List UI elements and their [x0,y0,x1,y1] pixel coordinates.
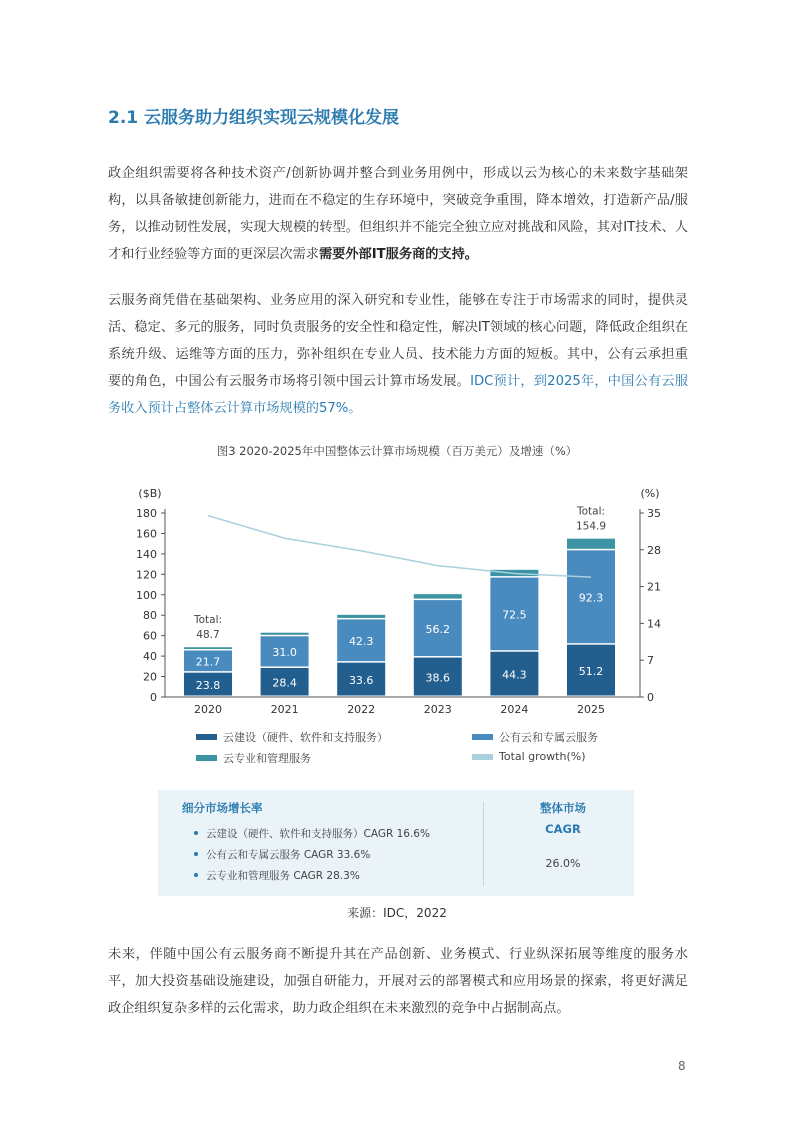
growth-line [208,516,591,578]
legend-swatch [472,734,493,740]
legend-label: 公有云和专属云服务 [499,731,598,744]
bar-segment [414,594,462,598]
overall-cagr-title-line2: CAGR [545,822,581,836]
list-item: 公有云和专属云服务 CAGR 33.6% [194,847,430,868]
left-axis-tick-label: 60 [143,629,157,643]
list-item: 云专业和管理服务 CAGR 28.3% [194,868,430,889]
legend-item-managed-services [196,750,311,766]
bar-value-label: 56.2 [425,622,451,636]
page-number: 8 [678,1059,686,1073]
bar-value-label: 92.3 [578,591,604,605]
left-axis-tick-label: 20 [143,670,157,684]
cagr-summary-box [158,790,634,896]
bar-segment [261,633,309,635]
left-axis-tick-label: 100 [136,588,157,602]
x-axis-tick-label: 2020 [194,703,222,716]
bar-value-label: 51.2 [578,664,604,678]
legend-label: Total growth(%) [499,750,586,763]
left-axis-tick-label: 120 [136,568,157,582]
total-value: 48.7 [196,629,220,642]
overall-cagr-value: 26.0% [545,857,581,870]
bar-segment [567,539,615,549]
bar-value-label: 42.3 [348,635,374,649]
total-value: 154.9 [575,520,607,533]
bar-value-label: 44.3 [502,668,527,682]
legend-item-total-growth [472,750,586,763]
overall-cagr-title [492,798,634,840]
right-axis-tick-label: 7 [647,654,654,668]
bar-value-label: 31.0 [272,646,297,660]
legend-label: 云建设（硬件、软件和支持服务） [223,731,388,744]
bar-value-label: 28.4 [272,676,297,690]
section-heading: 2.1 云服务助力组织实现云规模化发展 [108,108,400,128]
total-label: Total: [576,505,606,518]
right-axis-tick-label: 0 [647,691,654,704]
legend-item-public-cloud [472,729,598,745]
right-axis-tick-label: 28 [647,543,661,557]
left-axis-tick-label: 80 [143,609,157,623]
left-axis-unit: ($B) [138,487,162,500]
right-axis-tick-label: 14 [647,617,661,631]
list-item: 云建设（硬件、软件和支持服务）CAGR 16.6% [194,826,430,847]
bar-segment [337,615,385,618]
paragraph-2-text: 云服务商凭借在基础架构、业务应用的深入研究和专业性，能够在专注于市场需求的同时，提供灵活、稳定、多元的服务，同时负责服务的安全性和稳定性，解决IT领域的核心问题，降低政企组织在系统升级、运维等方面的压力，弥补组织在专业人员、技术能力方面的短板。其中，公有云承担重要的角色，中国公有云服务市场将引领中国云计算市场发展。 [108,293,688,389]
bar-segment [184,647,232,649]
right-axis-tick-label: 21 [647,580,661,594]
legend-item-cloud-build [196,729,388,745]
total-label: Total: [193,614,223,627]
legend-label: 云专业和管理服务 [223,752,311,765]
left-axis-tick-label: 160 [136,527,157,541]
bar-value-label: 72.5 [502,608,527,622]
paragraph-1-bold: 需要外部IT服务商的支持。 [319,247,478,262]
legend-swatch [196,755,217,761]
left-axis-tick-label: 180 [136,507,157,520]
segment-growth-title: 细分市场增长率 [182,801,263,815]
x-axis-tick-label: 2025 [577,703,605,716]
right-axis-unit: (%) [640,487,660,500]
overall-cagr-title-line1: 整体市场 [540,801,586,815]
x-axis-tick-label: 2022 [347,703,376,716]
legend-swatch [196,734,217,740]
bar-value-label: 38.6 [425,671,451,685]
right-axis-tick-label: 35 [647,507,661,520]
figure-source: 来源：IDC，2022 [347,906,447,920]
paragraph-3: 未来，伴随中国公有云服务商不断提升其在产品创新、业务模式、行业纵深拓展等维度的服务水平，加大投资基础设施建设，加强自研能力，开展对云的部署模式和应用场景的探索，将更好满足政企组织复杂多样的云化需求，助力政企组织在未来激烈的竞争中占据制高点。 [108,947,688,1016]
x-axis-tick-label: 2024 [500,703,529,716]
bar-value-label: 33.6 [348,673,374,687]
paragraph-1-text: 政企组织需要将各种技术资产/创新协调并整合到业务用例中，形成以云为核心的未来数字基础架构，以具备敏捷创新能力，进而在不稳定的生存环境中，突破竞争重围，降本增效，打造新产品/服务，以推动韧性发展，实现大规模的转型。但组织并不能完全独立应对挑战和风险，其对IT技术、人才和行业经验等方面的更深层次需求 [108,166,688,262]
divider [483,802,484,886]
bar-value-label: 21.7 [195,655,221,669]
left-axis-tick-label: 40 [143,650,157,664]
bar-value-label: 23.8 [195,678,221,692]
left-axis-tick-label: 140 [136,547,157,561]
left-axis-tick-label: 0 [150,691,157,704]
figure-title: 图3 2020-2025年中国整体云计算市场规模（百万美元）及增速（%） [216,444,578,458]
segment-growth-list [194,826,430,889]
x-axis-tick-label: 2021 [270,703,299,716]
x-axis-tick-label: 2023 [423,703,452,716]
paragraph-2-highlight: IDC预计，到2025年，中国公有云服务收入预计占整体云计算市场规模的57%。 [108,374,689,416]
legend-swatch [472,754,493,760]
